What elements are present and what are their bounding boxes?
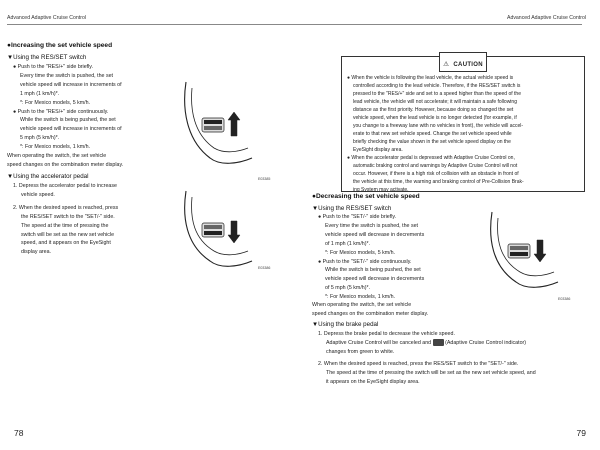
right-sub-heading-switch: ▼Using the RES/SET switch: [312, 205, 392, 212]
right-figure-caption: E03386: [558, 297, 571, 301]
steering-switch-down-illustration-right: [486, 208, 584, 292]
right-switch-text-block: ● Push to the "SET/-" side briefly. Every time the switch is pushed, the set vehicle speed will decrease in decrements of 1 mph (1 km/h)*. *: For Mexico models, 5 km/h. ● Push to the "SET/-" side continuously. While the switch is being pushed, the set vehicle speed will decrease in decrements of 5 mph (5 km/h)*. *: For Mexico models, 1 km/h.: [318, 213, 483, 302]
right-sub-heading-brake: ▼Using the brake pedal: [312, 321, 379, 328]
left-page-number: 78: [14, 428, 24, 438]
left-figure-1-caption: E03385: [258, 177, 271, 181]
right-section-heading: ●Decreasing the set vehicle speed: [312, 193, 420, 200]
right-page-number: 79: [576, 428, 586, 438]
bullet-dot-icon: ●: [312, 193, 316, 200]
caution-label: ⚠ CAUTION: [439, 52, 487, 72]
left-switch-text-block: ● Push to the "RES/+" side briefly. Every time the switch is pushed, the set vehicle speed will increase in increments of 1 mph (1 km/h)*. *: For Mexico models, 5 km/h. ● Push to the "RES/+" side continuously. While the switch is being pushed, the set vehicle speed will increase in increments of 5 mph (5 km/h)*. *: For Mexico models, 1 km/h.: [13, 63, 171, 152]
steering-switch-down-illustration: [180, 187, 284, 271]
right-bullet-2: ● Push to the "SET/-" side continuously.: [318, 258, 412, 265]
right-header-title: Advanced Adaptive Cruise Control: [506, 15, 586, 21]
header-rule: [7, 24, 582, 25]
left-sub-heading-switch: ▼Using the RES/SET switch: [7, 54, 87, 61]
warning-triangle-icon: ⚠: [443, 61, 449, 68]
left-bullet-2: ● Push to the "RES/+" side continuously.: [13, 108, 109, 115]
triangle-down-icon: ▼: [7, 173, 14, 180]
steering-switch-up-illustration: [180, 78, 284, 168]
left-note-1: *: For Mexico models, 5 km/h.: [20, 99, 91, 106]
triangle-down-icon: ▼: [312, 321, 319, 328]
right-after-text: When operating the switch, the set vehicle speed changes on the combination meter display.: [312, 302, 429, 317]
right-brake-steps: 1. Depress the brake pedal to decrease the vehicle speed. Adaptive Cruise Control will be canceled and (Adaptive Cruise Control indicator) changes from green to white. 2. When the desired speed is reached, press the RES/SET switch to the "SET/-" side. The speed at the time of pressing the switch will be set as the new set vehicle speed, and it appears on the EyeSight display area.: [318, 331, 536, 385]
triangle-down-icon: ▼: [312, 205, 319, 212]
left-after-text: When operating the switch, the set vehicle speed changes on the combination meter display.: [7, 153, 124, 168]
bullet-dot-icon: ●: [7, 42, 11, 49]
caution-text: ● When the vehicle is following the lead vehicle, the actual vehicle speed is controlled according to the lead vehicle. Therefore, if the RES/SET switch is pressed to the "RES/+" side and set to a speed higher than the speed of the lead vehicle, the vehicle will not accelerate; it will maintain a safe following distance as the first priority. However, because doing so changed the set vehicle speed, when the lead vehicle is no longer detected (for example, if you change to a freeway lane with no vehicles in front), the vehicle will accel- erate to that new set vehicle speed. Change the set vehicle speed while briefly checking the value shown in the set vehicle speed display on the EyeSight display area. ● When the accelerator pedal is depressed with Adaptive Cruise Control on, automatic braking control and warnings by Adaptive Cruise Control will not occur. However, if there is a high risk of collision with an obstacle in front of the vehicle at this time, the warning and braking control of Pre-Collision Brak- ing System may activate.: [347, 75, 524, 193]
left-header-title: Advanced Adaptive Cruise Control: [7, 15, 87, 21]
left-note-2: *: For Mexico models, 1 km/h.: [20, 144, 91, 151]
left-accelerator-steps: 1. Depress the accelerator pedal to increase vehicle speed. 2. When the desired speed is reached, press the RES/SET switch to the "SET/-" side. The speed at the time of pressing the switch will be set as the new set vehicle speed, and it appears on the EyeSight display area.: [13, 183, 119, 256]
left-figure-2-caption: E03386: [258, 266, 271, 270]
right-bullet-1: ● Push to the "SET/-" side briefly.: [318, 214, 397, 220]
caution-box: [341, 56, 585, 192]
left-section-heading: ●Increasing the set vehicle speed: [7, 42, 113, 49]
left-sub-heading-accelerator: ▼Using the accelerator pedal: [7, 173, 89, 180]
right-note-1: *: For Mexico models, 5 km/h.: [325, 249, 396, 256]
triangle-down-icon: ▼: [7, 54, 14, 61]
left-bullet-1: ● Push to the "RES/+" side briefly.: [13, 64, 94, 70]
right-note-2: *: For Mexico models, 1 km/h.: [325, 294, 396, 301]
cruise-control-indicator-icon: [433, 339, 444, 346]
